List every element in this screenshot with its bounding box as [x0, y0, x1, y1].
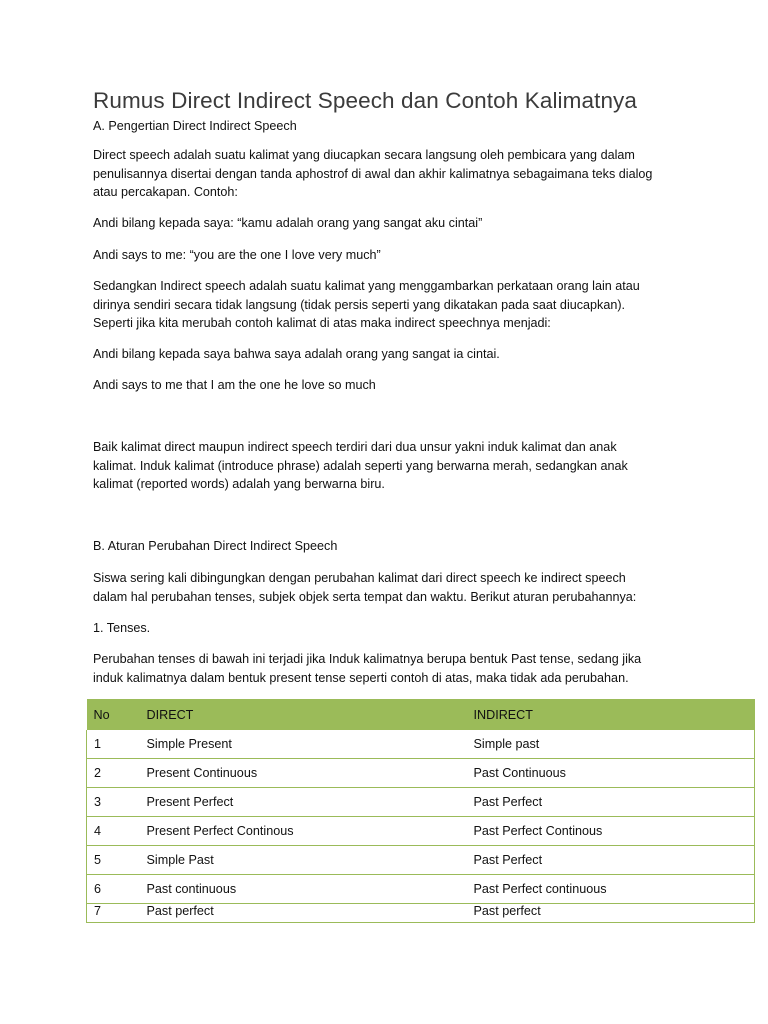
cell-indirect: Simple past [467, 730, 755, 759]
table-header-row [87, 699, 755, 730]
text-line: kalimat. Induk kalimat (introduce phrase) adalah seperti yang berwarna merah, sedangkan anak [93, 458, 628, 473]
section-a-heading: A. Pengertian Direct Indirect Speech [93, 119, 297, 133]
header-direct: DIRECT [140, 699, 467, 730]
cell-no: 4 [87, 817, 140, 846]
paragraph-change-rules-intro [93, 569, 683, 606]
text-line: Perubahan tenses di bawah ini terjadi jika Induk kalimatnya berupa bentuk Past tense, sedang jika [93, 652, 642, 666]
cell-indirect: Past Perfect [467, 788, 755, 817]
cell-indirect: Past Perfect Continous [467, 817, 755, 846]
cell-no: 6 [87, 875, 140, 904]
cell-indirect: Past Perfect [467, 846, 755, 875]
table-row [87, 904, 755, 923]
cell-indirect: Past Continuous [467, 759, 755, 788]
text-line: Direct speech adalah suatu kalimat yang diucapkan secara langsung oleh pembicara yang dalam [93, 148, 635, 162]
document-title: Rumus Direct Indirect Speech dan Contoh Kalimatnya [93, 88, 638, 113]
section-b-heading: B. Aturan Perubahan Direct Indirect Speech [93, 539, 338, 553]
text-line: Siswa sering kali dibingungkan dengan perubahan kalimat dari direct speech ke indirect speech [93, 571, 626, 585]
table-row [87, 875, 755, 904]
cell-indirect: Past perfect [467, 904, 755, 923]
paragraph-indirect-speech-definition [93, 277, 683, 333]
cell-no: 1 [87, 730, 140, 759]
paragraph-tense-change-note [93, 650, 683, 687]
table-row [87, 730, 755, 759]
text-line: Seperti jika kita merubah contoh kalimat di atas maka indirect speechnya menjadi: [93, 316, 551, 330]
cell-direct: Present Perfect [140, 788, 467, 817]
text-line: Baik kalimat direct maupun indirect speech terdiri dari dua unsur yakni induk kalimat dan anak [93, 440, 617, 454]
table-row [87, 759, 755, 788]
table-row [87, 788, 755, 817]
cell-no: 5 [87, 846, 140, 875]
cell-direct: Simple Present [140, 730, 467, 759]
example-direct-english: Andi says to me: “you are the one I love very much” [93, 248, 381, 262]
header-no: No [87, 699, 140, 730]
cell-indirect: Past Perfect continuous [467, 875, 755, 904]
header-indirect: INDIRECT [467, 699, 755, 730]
table-row [87, 817, 755, 846]
text-line: penulisannya disertai dengan tanda aphostrof di awal dan akhir kalimatnya sebagaimana teks dialog [93, 166, 653, 181]
cell-direct: Present Continuous [140, 759, 467, 788]
text-line: dalam hal perubahan tenses, subjek objek serta tempat dan waktu. Berikut aturan perubahannya: [93, 589, 637, 604]
cell-direct: Past perfect [140, 904, 467, 923]
cell-no: 7 [87, 904, 140, 923]
text-line: kalimat (reported words) adalah yang berwarna biru. [93, 477, 385, 491]
text-line: Sedangkan Indirect speech adalah suatu kalimat yang menggambarkan perkataan orang lain atau [93, 279, 640, 293]
subheading-tenses: 1. Tenses. [93, 621, 151, 635]
example-indirect-indonesian: Andi bilang kepada saya bahwa saya adalah orang yang sangat ia cintai. [93, 347, 500, 361]
text-line: atau percakapan. Contoh: [93, 185, 238, 199]
text-line: dirinya sendiri secara tidak langsung (tidak persis seperti yang dikatakan pada saat diucapkan). [93, 297, 626, 312]
cell-direct: Past continuous [140, 875, 467, 904]
cell-no: 3 [87, 788, 140, 817]
cell-direct: Present Perfect Continous [140, 817, 467, 846]
paragraph-direct-speech-definition [93, 146, 683, 202]
paragraph-sentence-elements [93, 438, 683, 494]
table-row [87, 846, 755, 875]
cell-direct: Simple Past [140, 846, 467, 875]
example-direct-indonesian: Andi bilang kepada saya: “kamu adalah orang yang sangat aku cintai” [93, 216, 483, 230]
tense-change-table [86, 699, 755, 923]
cell-no: 2 [87, 759, 140, 788]
example-indirect-english: Andi says to me that I am the one he love so much [93, 378, 376, 392]
text-line: induk kalimatnya dalam bentuk present tense seperti contoh di atas, maka tidak ada perubahan. [93, 670, 629, 685]
